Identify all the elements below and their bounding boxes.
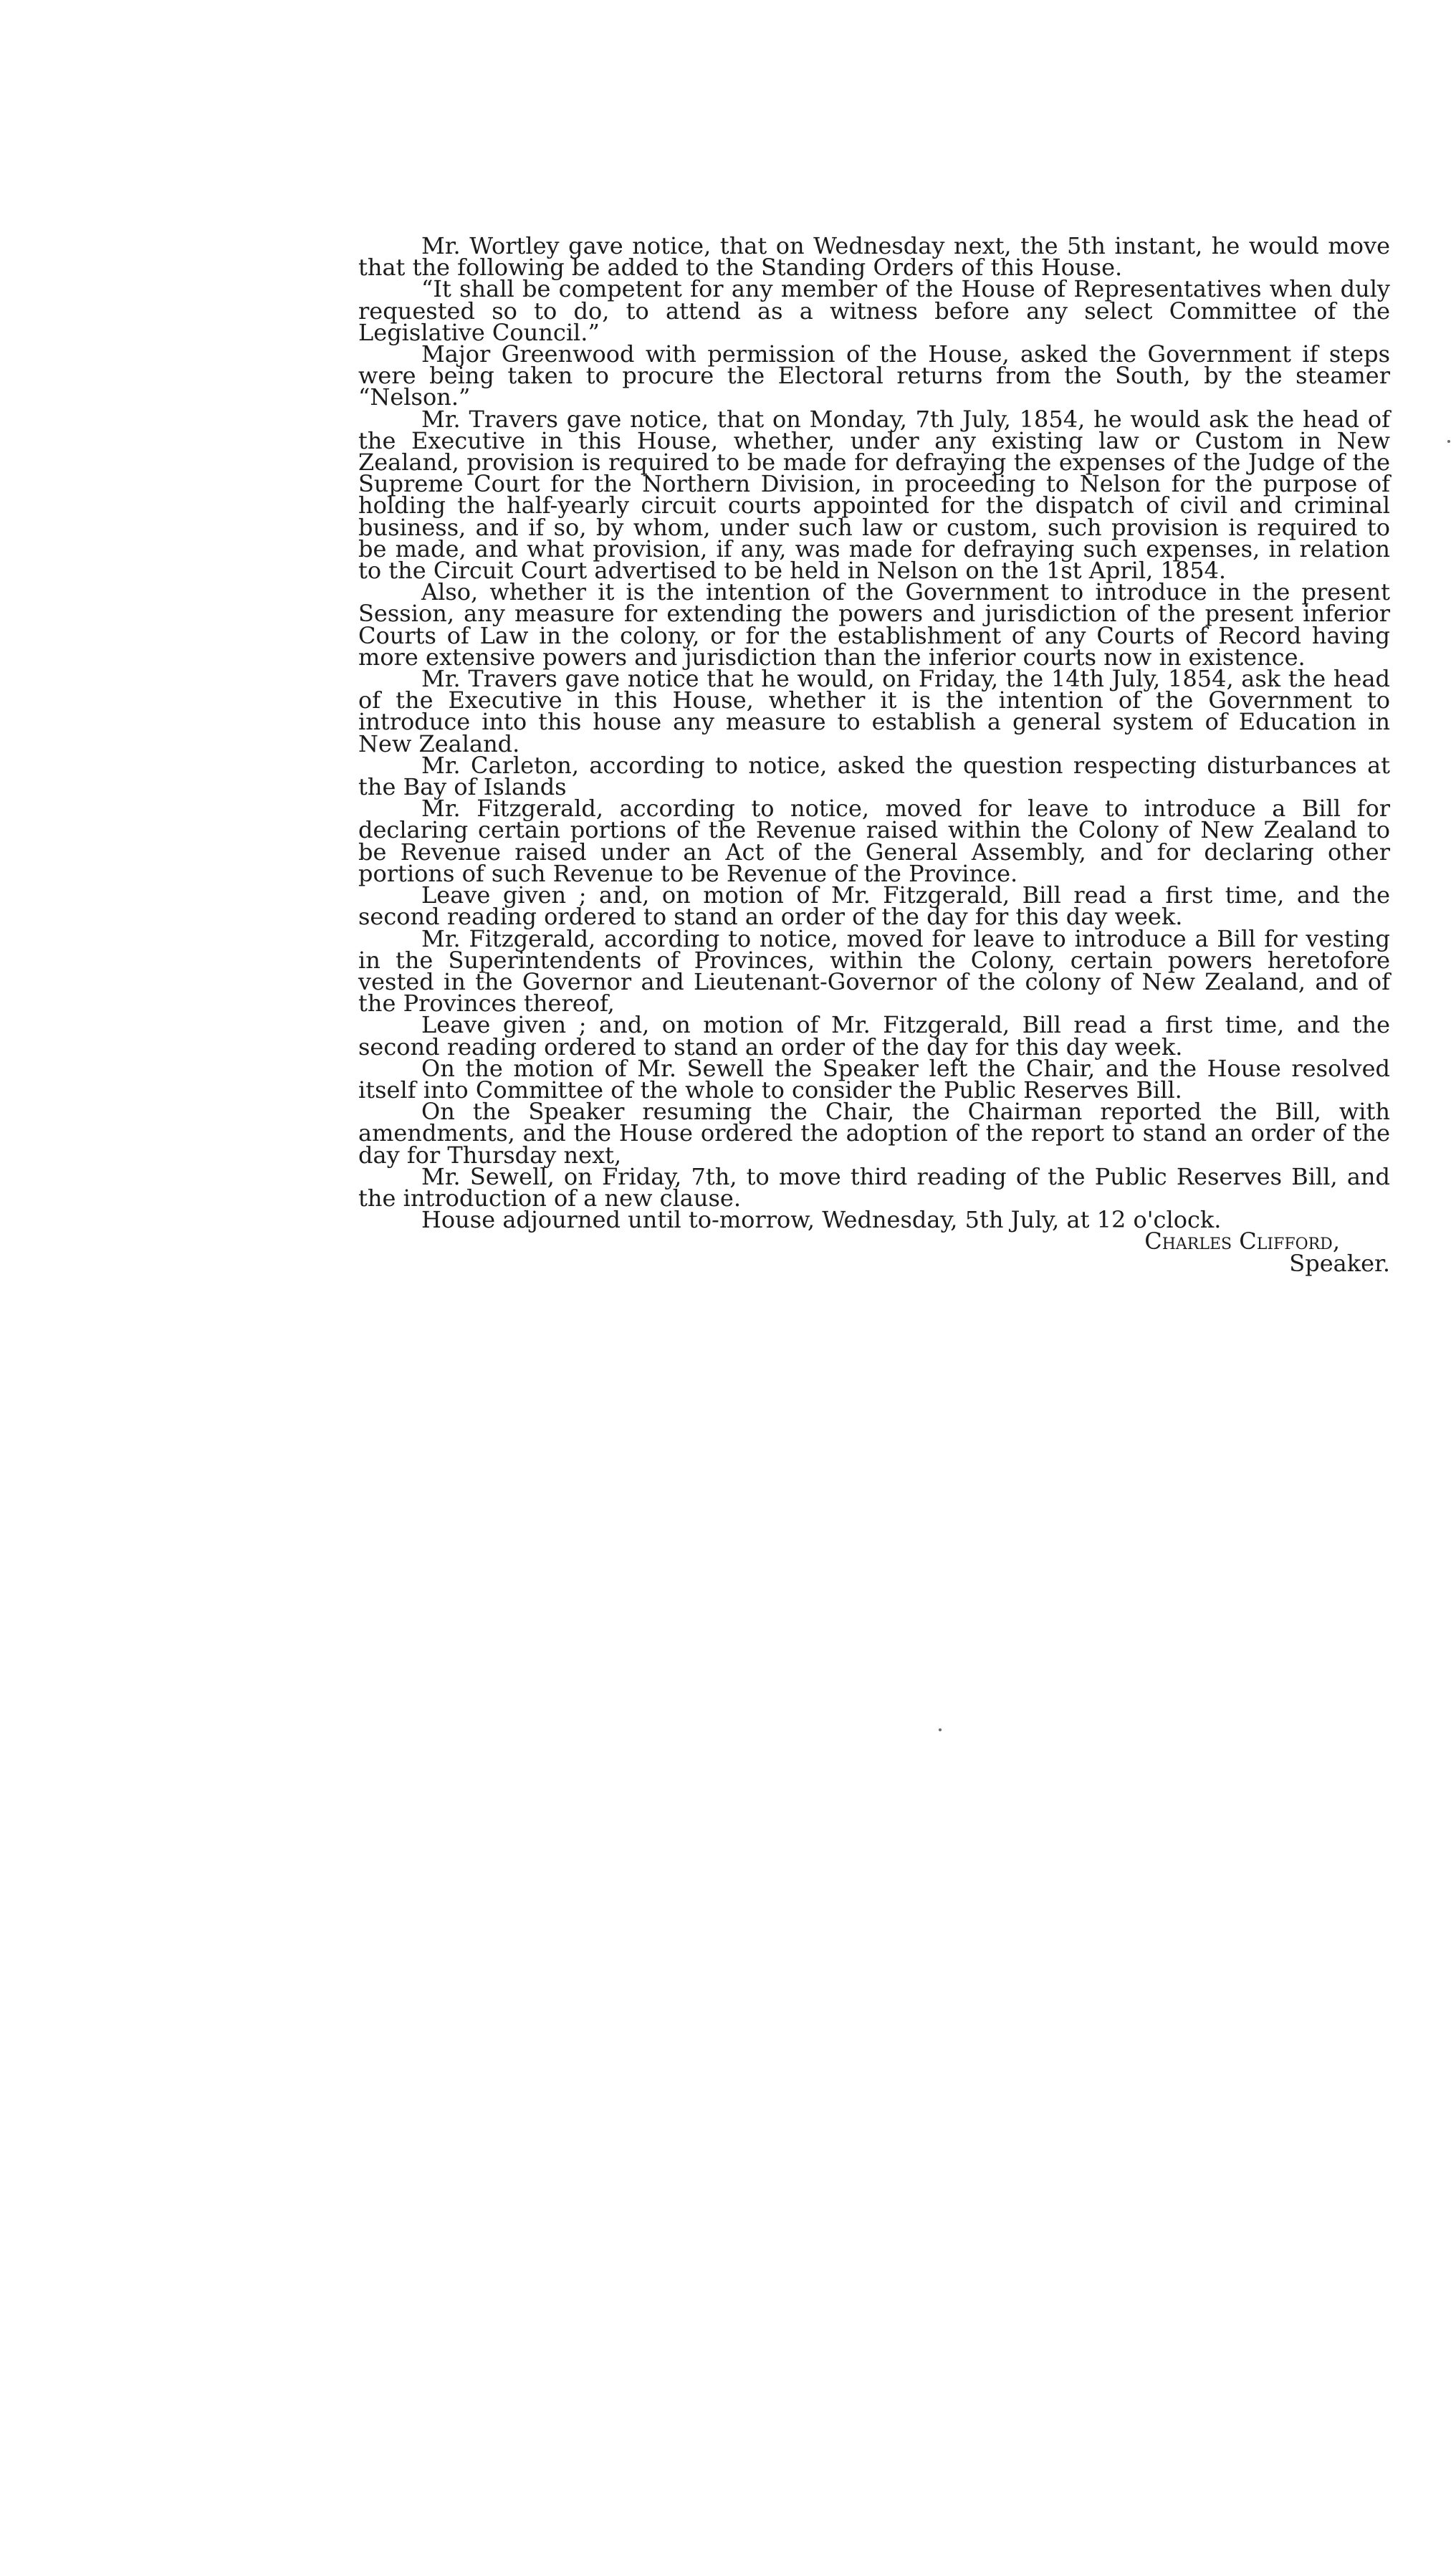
paragraph-wortley-notice: Mr. Wortley gave notice, that on Wednesday next, the 5th instant, he would move that the following be added to the Standing Orders of this House.: [358, 232, 1390, 282]
paragraph-travers-notice-circuit-court: Mr. Travers gave notice, that on Monday, 7th July, 1854, he would ask the head of the Executive in this House, whether, under any existing law or Custom in New Zealand, provision is required to be made for defraying the expenses of the Judge of the Supreme Court for the Northern Division, in proceeding to Nelson for the purpose of holding the half-yearly circuit courts appointed for the dispatch of civil and criminal business, and if so, by whom, under such law or custom, such provision is required to be made, and what provision, if any, was made for defraying such expenses, in relation to the Circuit Court advertised to be held in Nelson on the 1st April, 1854.: [358, 405, 1390, 585]
text-column: [358, 232, 1390, 1277]
paragraph-fitzgerald-revenue-bill: Mr. Fitzgerald, according to notice, moved for leave to introduce a Bill for declaring certain portions of the Revenue raised within the Colony of New Zealand to be Revenue raised under an Act of the General Assembly, and for declaring other portions of such Revenue to be Revenue of the Province.: [358, 795, 1390, 887]
signature-title: Speaker.: [1289, 1249, 1390, 1277]
paragraph-greenwood-question: Major Greenwood with permission of the House, asked the Government if steps were being taken to procure the Electoral returns from the South, by the steamer “Nelson.”: [358, 340, 1390, 411]
margin-speck-lower: [939, 1728, 942, 1731]
signature-block: [358, 1228, 1390, 1277]
paragraph-standing-order-quote: “It shall be competent for any member of the House of Representatives when duly requested so to do, to attend as a witness before any select Committee of the Legislative Council.”: [358, 275, 1390, 346]
paragraph-chairman-report: On the Speaker resuming the Chair, the Chairman reported the Bill, with amendments, and the House ordered the adoption of the report to stand an order of the day for Thursday next,: [358, 1098, 1390, 1169]
paragraph-travers-education: Mr. Travers gave notice that he would, on Friday, the 14th July, 1854, ask the head of the Executive in this House, whether it is the intention of the Government to introduce into this house any measure to establish a general system of Education in New Zealand.: [358, 665, 1390, 757]
paragraph-carleton-question: Mr. Carleton, according to notice, asked the question respecting disturbances at the Bay of Islands: [358, 751, 1390, 801]
paragraph-committee-public-reserves: On the motion of Mr. Sewell the Speaker left the Chair, and the House resolved itself into Committee of the whole to consider the Public Reserves Bill.: [358, 1054, 1390, 1104]
paragraph-leave-given-superintendents: Leave given ; and, on motion of Mr. Fitzgerald, Bill read a first time, and the second reading ordered to stand an order of the day for this day week.: [358, 1011, 1390, 1061]
paragraph-leave-given-revenue: Leave given ; and, on motion of Mr. Fitzgerald, Bill read a first time, and the second reading ordered to stand an order of the day for this day week.: [358, 881, 1390, 931]
margin-speck: [1447, 440, 1450, 443]
signature-name: Charles Clifford,: [1144, 1228, 1340, 1255]
paragraph-house-adjourned: House adjourned until to-morrow, Wednesday, 5th July, at 12 o'clock.: [421, 1206, 1222, 1234]
paragraph-travers-inferior-courts: Also, whether it is the intention of the Government to introduce in the present Session, any measure for extending the powers and jurisdiction of the present inferior Courts of Law in the colony, or for the establishment of any Courts of Record having more extensive powers and jurisdiction than the inferior courts now in existence.: [358, 578, 1390, 671]
paragraph-fitzgerald-superintendents-bill: Mr. Fitzgerald, according to notice, moved for leave to introduce a Bill for vesting in the Superintendents of Provinces, within the Colony, certain powers heretofore vested in the Governor and Lieutenant-Governor of the colony of New Zealand, and of the Provinces thereof,: [358, 924, 1390, 1018]
paragraph-sewell-third-reading: Mr. Sewell, on Friday, 7th, to move third reading of the Public Reserves Bill, and the introduction of a new clause.: [358, 1162, 1390, 1212]
